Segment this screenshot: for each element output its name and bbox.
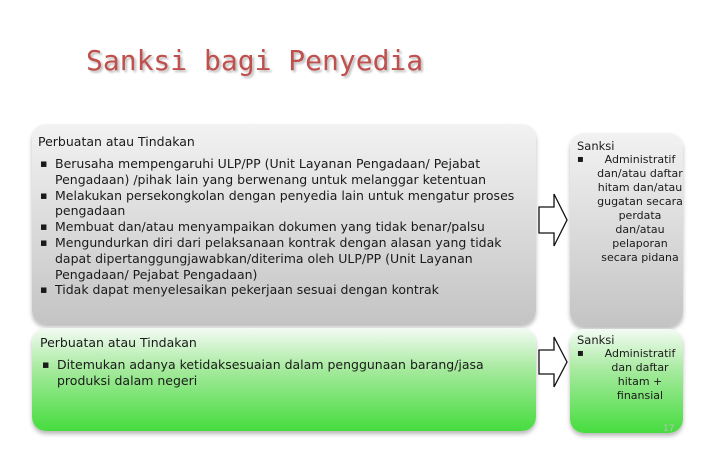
arrow-right-icon (536, 333, 570, 391)
list-item: ▪ Ditemukan adanya ketidaksesuaian dalam penggunaan barang/jasa produksi dalam negeri (40, 357, 528, 389)
page-title: Sanksi bagi Penyedia (86, 44, 424, 77)
list-item (577, 347, 683, 403)
sanction-box-1 (570, 133, 683, 326)
violations-heading-1: Perbuatan atau Tindakan (38, 134, 195, 149)
sanction-list-2 (577, 347, 683, 403)
page-number: 17 (663, 424, 675, 434)
list-item (577, 153, 683, 265)
sanction-text-1: ▪ Administratif dan/atau daftar hitam dan/atau gugatan secara perdata dan/atau pelaporan secara pidana (597, 153, 683, 264)
list-item: ▪ Tidak dapat menyelesaikan pekerjaan sesuai dengan kontrak (38, 282, 530, 298)
sanction-heading-1: Sanksi (577, 139, 615, 153)
violations-heading-2: Perbuatan atau Tindakan (40, 335, 197, 350)
list-item: ▪ Mengundurkan diri dari pelaksanaan kontrak dengan alasan yang tidak dapat dipertanggungjawabkan/diterima oleh ULP/PP (Unit Layanan Pengadaan/ Pejabat Pengadaan) (38, 235, 530, 282)
list-item: ▪ Membuat dan/atau menyampaikan dokumen yang tidak benar/palsu (38, 219, 530, 235)
sanction-text-2: ▪ Administratif dan daftar hitam + finansial (604, 347, 676, 402)
list-item: ▪ Melakukan persekongkolan dengan penyedia lain untuk mengatur proses pengadaan (38, 188, 530, 220)
violations-list-2 (40, 357, 528, 389)
list-item: ▪ Berusaha mempengaruhi ULP/PP (Unit Layanan Pengadaan/ Pejabat Pengadaan) /pihak lain yang berwenang untuk melanggar ketentuan (38, 156, 530, 188)
sanction-box-2 (570, 329, 683, 433)
violations-box-1 (32, 124, 536, 324)
violations-box-2 (32, 328, 536, 431)
sanction-list-1 (577, 153, 683, 265)
violations-list-1 (38, 156, 530, 298)
sanction-heading-2: Sanksi (577, 333, 615, 347)
arrow-right-icon (536, 190, 570, 250)
